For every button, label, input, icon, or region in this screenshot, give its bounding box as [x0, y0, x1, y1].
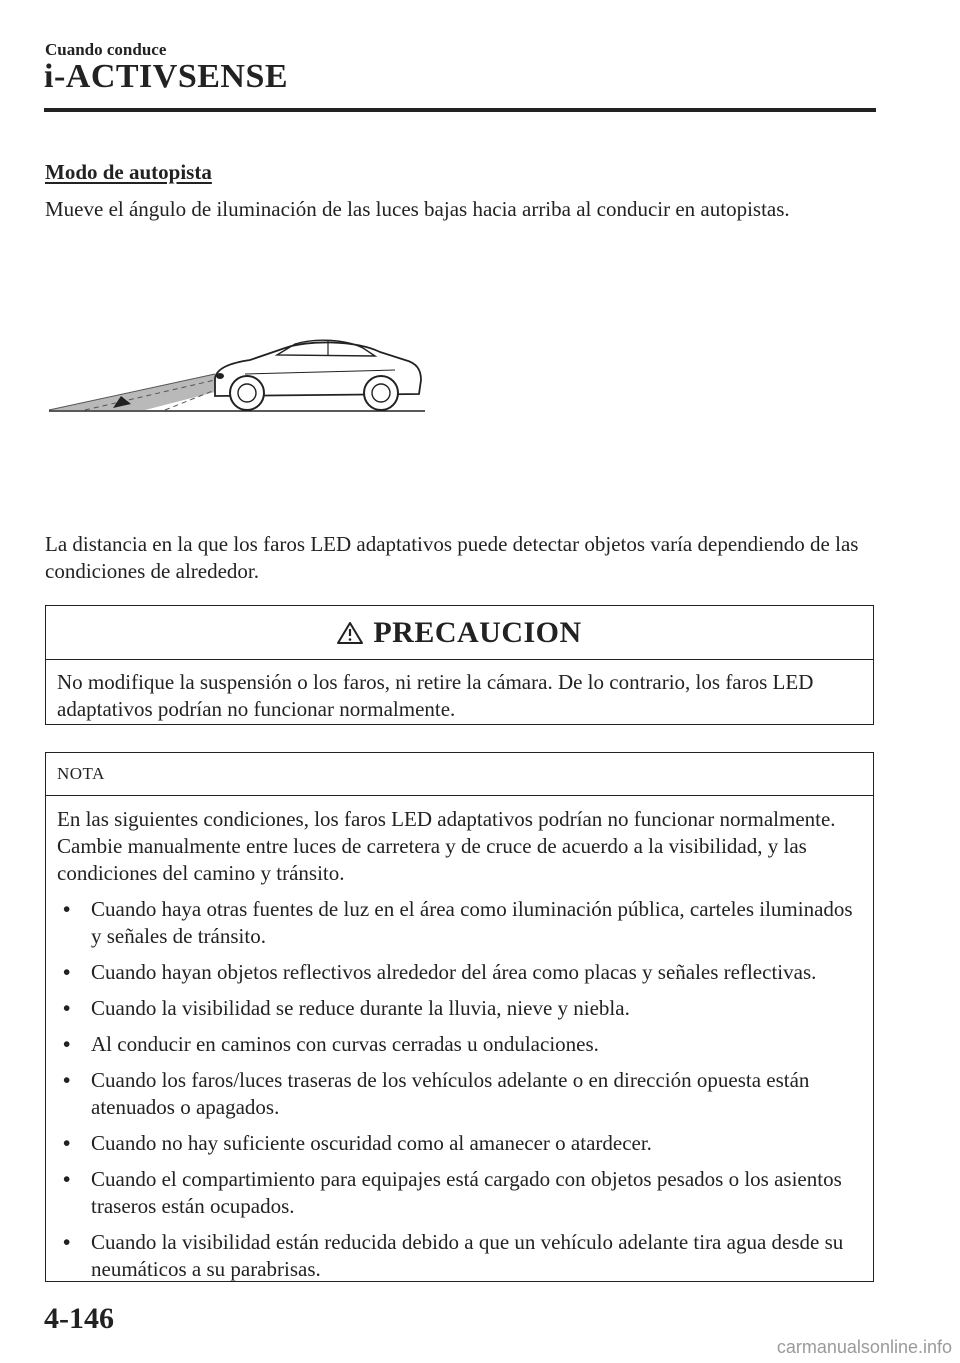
- section-title: Modo de autopista: [45, 160, 212, 184]
- list-item: • Cuando los faros/luces traseras de los vehículos adelante o en dirección opuesta están atenuados o apagados.: [63, 1068, 810, 1119]
- chapter-label: Cuando conduce: [45, 40, 167, 59]
- detection-distance-paragraph: La distancia en la que los faros LED adaptativos puede detectar objetos varía dependiendo de las condiciones de alrededor.: [45, 532, 859, 583]
- note-body: [46, 796, 873, 1283]
- note-intro: En las siguientes condiciones, los faros LED adaptativos podrían no funcionar normalmente. Cambie manualmente entre luces de carretera y de cruce de acuerdo a la visibilidad, y las condiciones del camino y tránsito.: [57, 807, 836, 885]
- note-box: [45, 752, 874, 1282]
- list-item: • Cuando el compartimiento para equipajes está cargado con objetos pesados o los asientos traseros están ocupados.: [63, 1167, 842, 1218]
- caution-header: [46, 606, 873, 660]
- caution-box: [45, 605, 874, 725]
- watermark: carmanualsonline.info: [776, 1337, 952, 1357]
- bullet: •: [63, 1230, 71, 1254]
- bullet: •: [63, 1068, 71, 1092]
- bullet: •: [63, 1167, 71, 1191]
- caution-title: PRECAUCION: [373, 615, 582, 649]
- section-intro: Mueve el ángulo de iluminación de las luces bajas hacia arriba al conducir en autopistas.: [45, 197, 790, 221]
- list-item: • Cuando la visibilidad están reducida debido a que un vehículo adelante tira agua desde su neumáticos a su parabrisas.: [63, 1230, 844, 1281]
- list-item: • Cuando hayan objetos reflectivos alrededor del área como placas y señales reflectivas.: [63, 960, 817, 984]
- list-item: • Al conducir en caminos con curvas cerradas u ondulaciones.: [63, 1032, 599, 1056]
- bullet: •: [63, 1032, 71, 1056]
- car-headlight-beam-illustration: [45, 330, 430, 420]
- list-item: • Cuando la visibilidad se reduce durante la lluvia, nieve y niebla.: [63, 996, 630, 1020]
- list-item: • Cuando no hay suficiente oscuridad como al amanecer o atardecer.: [63, 1131, 652, 1155]
- header-divider: [44, 108, 876, 112]
- page-number: 4-146: [44, 1302, 114, 1335]
- note-list: [57, 896, 862, 1283]
- page-title: i-ACTIVSENSE: [44, 58, 289, 95]
- warning-triangle-icon: [337, 621, 363, 645]
- bullet: •: [63, 1131, 71, 1155]
- bullet: •: [63, 960, 71, 984]
- list-item: • Cuando haya otras fuentes de luz en el área como iluminación pública, carteles iluminados y señales de tránsito.: [63, 897, 853, 948]
- note-title: NOTA: [46, 753, 873, 796]
- bullet: •: [63, 996, 71, 1020]
- caution-text: No modifique la suspensión o los faros, ni retire la cámara. De lo contrario, los faros LED adaptativos podrían no funcionar normalmente.: [57, 670, 814, 721]
- bullet: •: [63, 897, 71, 921]
